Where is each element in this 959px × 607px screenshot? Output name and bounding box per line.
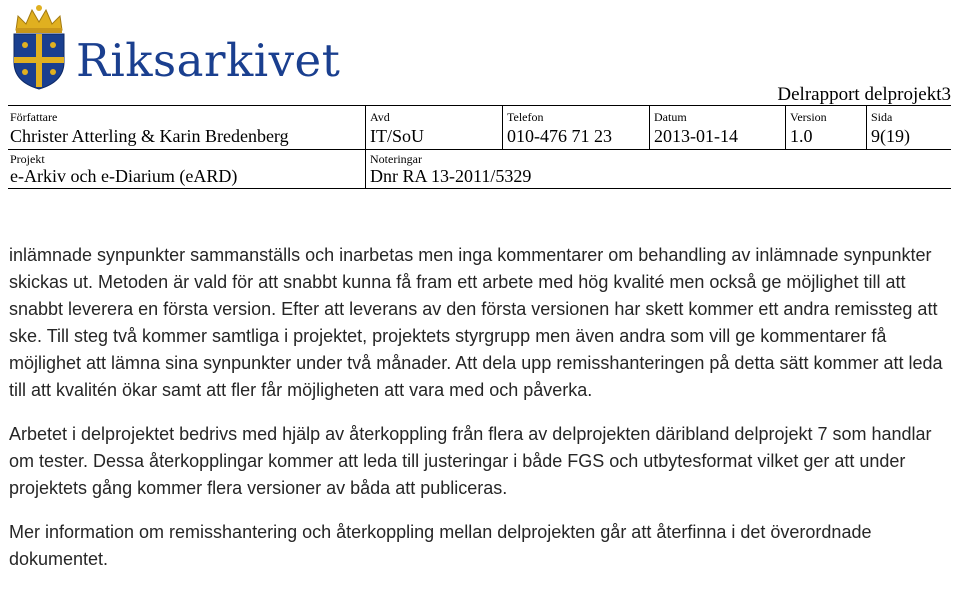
notes-value: Dnr RA 13-2011/5329 [370, 166, 532, 186]
date-value: 2013-01-14 [654, 126, 738, 146]
page-value: 9(19) [871, 126, 910, 146]
header-mid-rule [8, 149, 951, 150]
project-value: e-Arkiv och e-Diarium (eARD) [10, 166, 238, 186]
divider [365, 106, 366, 150]
header-bottom-rule [8, 188, 951, 189]
paragraph: Mer information om remisshantering och återkoppling mellan delprojekten går att återfinna i det överordnade dokumentet. [9, 522, 872, 569]
version-label: Version [790, 110, 827, 124]
phone-label: Telefon [507, 110, 544, 124]
dept-label: Avd [370, 110, 390, 124]
paragraph: inlämnade synpunkter sammanställs och inarbetas men inga kommentarer om behandling av inlämnade synpunkter skickas ut. Metoden är vald för att snabbt kunna få fram ett arbete med hög kvalité men också ge möjlighet till att snabbt leverera en första version. Efter att leverans av den första versionen har skett kommer ett andra remissteg att ske. Till steg två kommer samtliga i projektet, projektets styrgrupp men även andra som vill ge kommentarer få möjlighet att lämna sina synpunkter under två månader. Att dela upp remisshanteringen på detta sätt kommer att leda till att kvalitén ökar samt att fler får möjligheten att vara med och påverka. [9, 245, 943, 400]
coat-of-arms-icon [8, 4, 70, 90]
divider [365, 150, 366, 188]
divider [649, 106, 650, 150]
dept-value: IT/SoU [370, 126, 424, 146]
phone-value: 010-476 71 23 [507, 126, 612, 146]
riksarkivet-logo [8, 4, 341, 92]
page-label: Sida [871, 110, 893, 124]
author-value: Christer Atterling & Karin Bredenberg [10, 126, 289, 146]
divider [785, 106, 786, 150]
project-label: Projekt [10, 152, 45, 166]
divider [502, 106, 503, 150]
brand-name: Riksarkivet [76, 34, 341, 87]
divider [866, 106, 867, 150]
notes-label: Noteringar [370, 152, 422, 166]
paragraph: Arbetet i delprojektet bedrivs med hjälp av återkoppling från flera av delprojekten däribland delprojekt 7 som handlar om tester. Dessa återkopplingar kommer att leda till justeringar i både FGS och utbytesformat vilket ger att under projektets gång kommer flera versioner av båda att publiceras. [9, 424, 932, 498]
author-label: Författare [10, 110, 58, 124]
date-label: Datum [654, 110, 687, 124]
version-value: 1.0 [790, 126, 813, 146]
header-top-rule [8, 105, 951, 106]
document-title: Delrapport delprojekt3 [777, 84, 951, 105]
body-text [9, 242, 954, 590]
